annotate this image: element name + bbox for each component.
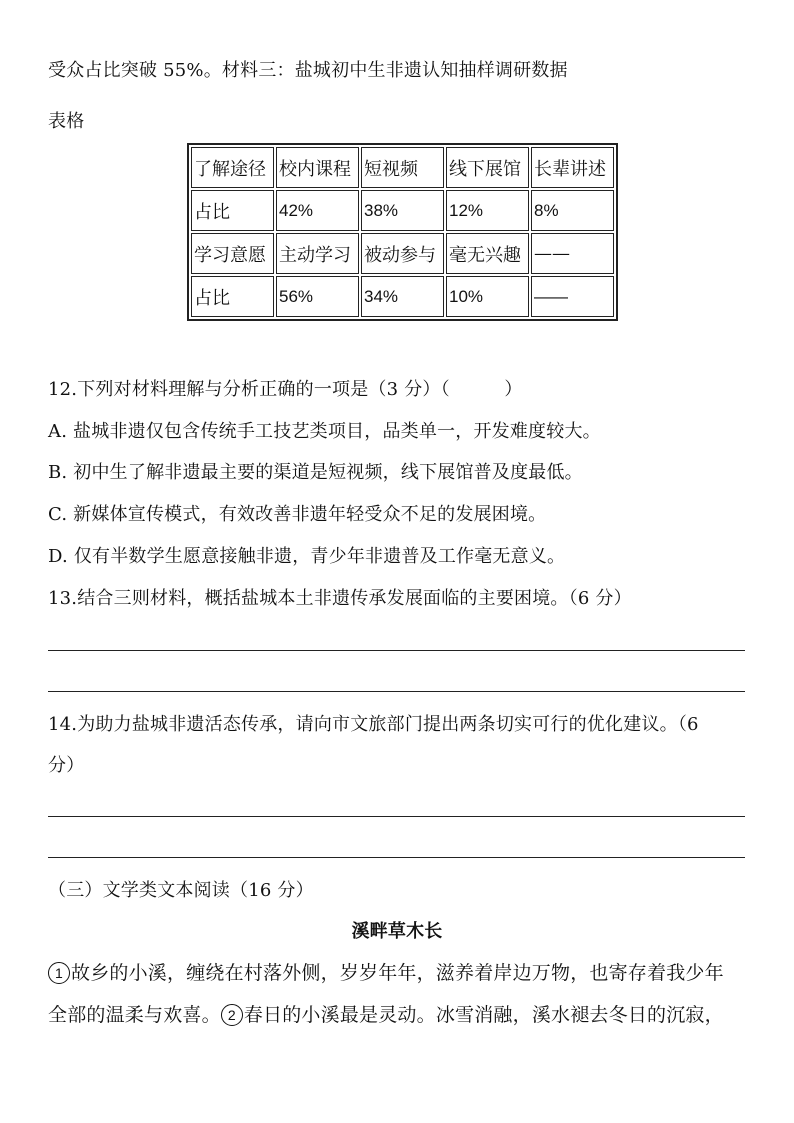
intro-line-1: 受众占比突破 55%。材料三：盐城初中生非遗认知抽样调研数据 — [48, 60, 568, 81]
option-a: A. 盐城非遗仅包含传统手工技艺类项目，品类单一，开发难度较大。 — [48, 421, 601, 442]
question-12-stem: 12.下列对材料理解与分析正确的一项是（3 分）（ ） — [48, 379, 523, 400]
table-cell: 56% — [276, 276, 359, 317]
table-cell: 线下展馆 — [446, 147, 529, 188]
survey-table — [187, 143, 618, 321]
option-c: C. 新媒体宣传模式，有效改善非遗年轻受众不足的发展困境。 — [48, 504, 547, 525]
table-cell: 被动参与 — [361, 233, 444, 274]
table-row — [191, 276, 614, 317]
paragraph-text: 春日的小溪最是灵动。冰雪消融，溪水褪去冬日的沉寂， — [243, 1004, 724, 1026]
table-cell: 42% — [276, 190, 359, 231]
table-cell: 38% — [361, 190, 444, 231]
question-13-stem: 13.结合三则材料，概括盐城本土非遗传承发展面临的主要困境。（6 分） — [48, 588, 632, 609]
table-cell: 主动学习 — [276, 233, 359, 274]
table-row — [191, 147, 614, 188]
table-cell: 毫无兴趣 — [446, 233, 529, 274]
paragraph-text: 故乡的小溪，缠绕在村落外侧，岁岁年年，滋养着岸边万物，也寄存着我少年 — [71, 962, 724, 984]
table-cell: 学习意愿 — [191, 233, 274, 274]
passage-line-2 — [48, 1003, 748, 1027]
paragraph-number: 1 — [48, 962, 70, 984]
table-cell: 短视频 — [361, 147, 444, 188]
section-heading: （三）文学类文本阅读（16 分） — [48, 880, 314, 901]
passage-title: 溪畔草木长 — [351, 921, 443, 942]
paragraph-number: 2 — [221, 1004, 243, 1026]
table-cell: 了解途径 — [191, 147, 274, 188]
answer-line[interactable] — [48, 816, 745, 817]
intro-line-2: 表格 — [48, 111, 85, 132]
table-cell: —— — [531, 233, 614, 274]
table-cell: 12% — [446, 190, 529, 231]
table-row — [191, 190, 614, 231]
table-cell: 校内课程 — [276, 147, 359, 188]
paragraph-text: 全部的温柔与欢喜。 — [48, 1004, 221, 1026]
option-d: D. 仅有半数学生愿意接触非遗，青少年非遗普及工作毫无意义。 — [48, 546, 566, 567]
table-row — [191, 233, 614, 274]
table-cell: 占比 — [191, 276, 274, 317]
question-14-line-2: 分） — [48, 755, 85, 776]
answer-line[interactable] — [48, 857, 745, 858]
option-b: B. 初中生了解非遗最主要的渠道是短视频，线下展馆普及度最低。 — [48, 462, 583, 483]
question-14-line-1: 14.为助力盐城非遗活态传承，请向市文旅部门提出两条切实可行的优化建议。（6 — [48, 714, 699, 735]
table-cell: 8% — [531, 190, 614, 231]
passage-paragraph-1 — [48, 961, 748, 985]
table-cell: 占比 — [191, 190, 274, 231]
table-cell: 34% — [361, 276, 444, 317]
answer-line[interactable] — [48, 691, 745, 692]
table-cell: —— — [531, 276, 614, 317]
table-cell: 10% — [446, 276, 529, 317]
answer-line[interactable] — [48, 650, 745, 651]
table-cell: 长辈讲述 — [531, 147, 614, 188]
